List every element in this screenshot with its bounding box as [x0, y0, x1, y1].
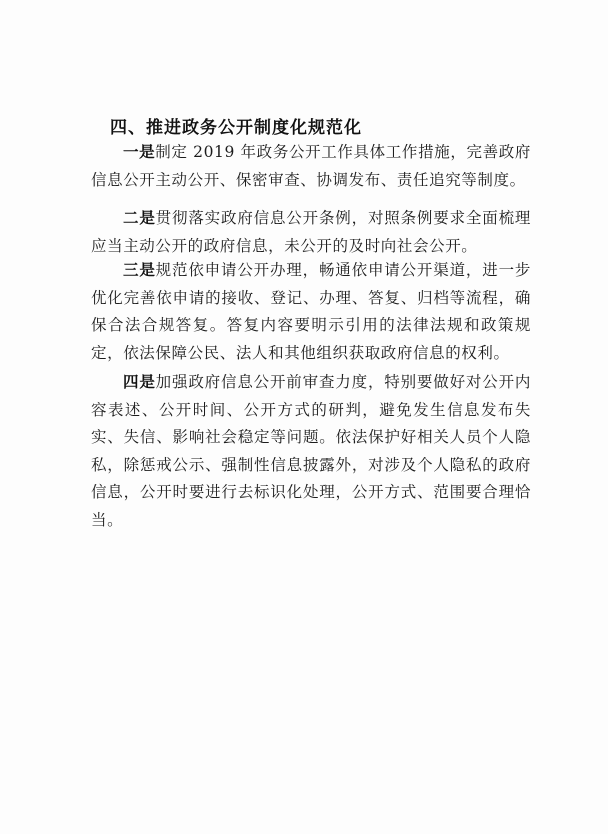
paragraph-1-lead: 一是: [123, 143, 156, 161]
section-heading: 四、推进政务公开制度化规范化: [110, 118, 362, 138]
paragraph-3-lead: 三是: [123, 261, 156, 279]
paragraph-1: [91, 139, 531, 194]
paragraph-4: [91, 369, 531, 534]
paragraph-1-text: 制定 2019 年政务公开工作具体工作措施，完善政府信息公开主动公开、保密审查、协调发布、责任追究等制度。: [91, 143, 531, 189]
paragraph-2: [91, 205, 531, 260]
paragraph-4-text: 加强政府信息公开前审查力度，特别要做好对公开内容表述、公开时间、公开方式的研判，避免发生信息发布失实、失信、影响社会稳定等问题。依法保护好相关人员个人隐私，除惩戒公示、强制性信息披露外，对涉及个人隐私的政府信息，公开时要进行去标识化处理，公开方式、范围要合理恰当。: [91, 373, 532, 529]
paragraph-3: [91, 257, 531, 367]
paragraph-3-text: 规范依申请公开办理，畅通依申请公开渠道，进一步优化完善依申请的接收、登记、办理、答复、归档等流程，确保合法合规答复。答复内容要明示引用的法律法规和政策规定，依法保障公民、法人和其他组织获取政府信息的权利。: [91, 261, 532, 362]
paragraph-2-text: 贯彻落实政府信息公开条例，对照条例要求全面梳理应当主动公开的政府信息，未公开的及时向社会公开。: [91, 209, 532, 255]
paragraph-2-lead: 二是: [123, 209, 156, 227]
paragraph-4-lead: 四是: [123, 373, 156, 391]
